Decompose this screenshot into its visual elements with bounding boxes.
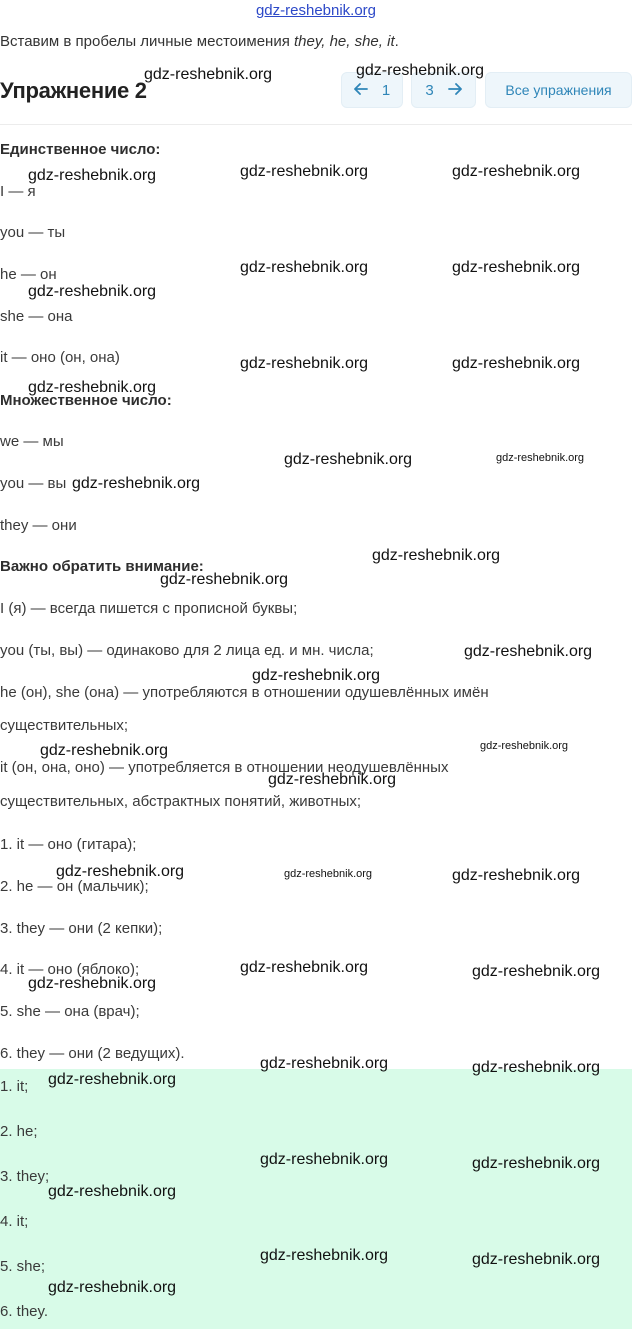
note-line: I (я) — всегда пишется с прописной буквы; — [0, 600, 298, 617]
watermark: gdz-reshebnik.org — [452, 163, 581, 180]
next-exercise-label: 3 — [425, 81, 434, 99]
watermark: gdz-reshebnik.org — [472, 963, 601, 980]
watermark: gdz-reshebnik.org — [28, 975, 157, 992]
task-instruction — [0, 33, 399, 50]
watermark: gdz-reshebnik.org — [472, 1251, 601, 1268]
watermark: gdz-reshebnik.org — [260, 1151, 389, 1168]
watermark: gdz-reshebnik.org — [72, 475, 201, 492]
answer-line: 6. they. — [0, 1303, 49, 1320]
note-line: you (ты, вы) — одинаково для 2 лица ед. и мн. числа; — [0, 642, 374, 659]
site-link[interactable]: gdz-reshebnik.org — [255, 2, 377, 19]
example-line: 6. they — они (2 ведущих). — [0, 1045, 185, 1062]
watermark: gdz-reshebnik.org — [56, 863, 185, 880]
watermark: gdz-reshebnik.org — [240, 959, 369, 976]
watermark: gdz-reshebnik.org — [28, 379, 157, 396]
watermark: gdz-reshebnik.org — [284, 868, 373, 880]
note-line: he (он), she (она) — употребляются в отношении одушевлённых имён — [0, 684, 489, 701]
answer-line: 4. it; — [0, 1213, 29, 1230]
watermark: gdz-reshebnik.org — [160, 571, 289, 588]
watermark: gdz-reshebnik.org — [372, 547, 501, 564]
note-line: существительных; — [0, 717, 129, 734]
pronoun-line: she — она — [0, 308, 73, 325]
watermark: gdz-reshebnik.org — [240, 259, 369, 276]
header-divider — [0, 124, 632, 125]
answer-line: 3. they; — [0, 1168, 50, 1185]
task-suffix: . — [394, 33, 399, 50]
example-line: 5. she — она (врач); — [0, 1003, 140, 1020]
watermark: gdz-reshebnik.org — [496, 452, 585, 464]
task-words: they, he, she, it — [294, 33, 395, 50]
watermark: gdz-reshebnik.org — [240, 355, 369, 372]
pronoun-line: we — мы — [0, 433, 64, 450]
watermark: gdz-reshebnik.org — [452, 867, 581, 884]
watermark: gdz-reshebnik.org — [48, 1279, 177, 1296]
arrow-left-icon — [354, 82, 368, 99]
section-heading-note: Важно обратить внимание: — [0, 558, 204, 575]
watermark: gdz-reshebnik.org — [464, 643, 593, 660]
section-heading-singular: Единственное число: — [0, 141, 161, 158]
watermark: gdz-reshebnik.org — [480, 740, 569, 752]
watermark: gdz-reshebnik.org — [356, 62, 485, 79]
example-line: 4. it — оно (яблоко); — [0, 961, 140, 978]
answer-line: 5. she; — [0, 1258, 46, 1275]
watermark: gdz-reshebnik.org — [28, 167, 157, 184]
prev-exercise-label: 1 — [381, 81, 391, 99]
section-heading-plural: Множественное число: — [0, 392, 172, 409]
watermark: gdz-reshebnik.org — [260, 1247, 389, 1264]
watermark: gdz-reshebnik.org — [472, 1059, 601, 1076]
all-exercises-label: Все упражнения — [505, 82, 612, 98]
example-line: 3. they — они (2 кепки); — [0, 920, 163, 937]
task-prefix: Вставим в пробелы личные местоимения — [0, 33, 294, 50]
watermark: gdz-reshebnik.org — [40, 742, 169, 759]
arrow-right-icon — [448, 82, 462, 99]
pronoun-line: it — оно (он, она) — [0, 349, 120, 366]
example-line: 2. he — он (мальчик); — [0, 878, 149, 895]
watermark: gdz-reshebnik.org — [252, 667, 381, 684]
watermark: gdz-reshebnik.org — [268, 771, 397, 788]
pronoun-line: he — он — [0, 266, 57, 283]
watermark: gdz-reshebnik.org — [144, 66, 273, 83]
watermark: gdz-reshebnik.org — [28, 283, 157, 300]
pronoun-line: you — ты — [0, 224, 66, 241]
pronoun-line: I — я — [0, 183, 36, 200]
watermark: gdz-reshebnik.org — [452, 355, 581, 372]
answer-line: 2. he; — [0, 1123, 38, 1140]
watermark: gdz-reshebnik.org — [260, 1055, 389, 1072]
all-exercises-button[interactable] — [485, 72, 632, 108]
answer-line: 1. it; — [0, 1078, 29, 1095]
watermark: gdz-reshebnik.org — [48, 1071, 177, 1088]
pronoun-line: you — вы — [0, 475, 67, 492]
watermark: gdz-reshebnik.org — [48, 1183, 177, 1200]
note-line: существительных, абстрактных понятий, животных; — [0, 793, 362, 810]
watermark: gdz-reshebnik.org — [240, 163, 369, 180]
watermark: gdz-reshebnik.org — [472, 1155, 601, 1172]
page-title: Упражнение 2 — [0, 78, 147, 103]
pronoun-line: they — они — [0, 517, 77, 534]
watermark: gdz-reshebnik.org — [284, 451, 413, 468]
watermark: gdz-reshebnik.org — [452, 259, 581, 276]
note-line: it (он, она, оно) — употребляется в отношении неодушевлённых — [0, 759, 449, 776]
example-line: 1. it — оно (гитара); — [0, 836, 137, 853]
